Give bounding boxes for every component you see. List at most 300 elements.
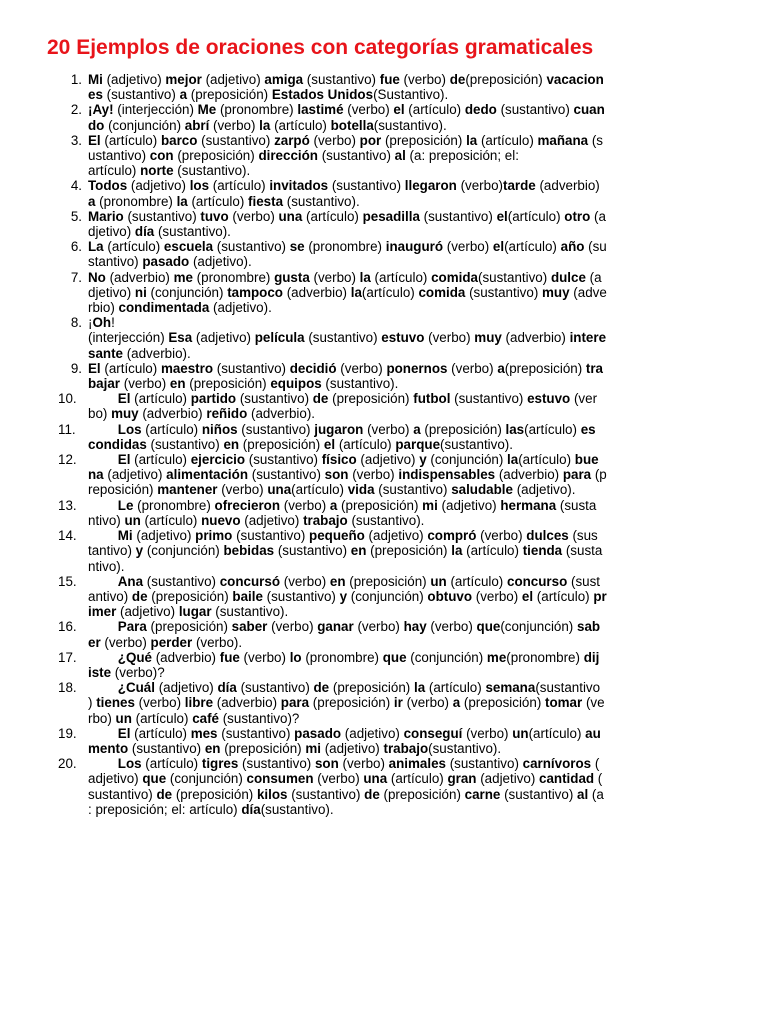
- word: zarpó: [274, 132, 310, 148]
- category-label: (preposición): [420, 421, 506, 437]
- category-label: (sustantivo): [146, 436, 224, 452]
- sentence-item: [0, 209, 720, 239]
- category-label: (adjetivo): [240, 512, 304, 528]
- word: dirección: [258, 148, 318, 164]
- category-label: (adjetivo): [341, 725, 404, 741]
- sentence-number: 4.: [70, 178, 82, 194]
- word: un: [115, 710, 132, 726]
- word: tienes: [96, 695, 135, 711]
- sentence-item: [0, 133, 720, 179]
- word: al: [394, 148, 406, 164]
- sentence-item: [0, 270, 720, 316]
- category-label: (sustantivo): [236, 680, 314, 696]
- category-label: (interjección): [113, 102, 198, 118]
- word: café: [192, 710, 219, 726]
- category-label: (artículo): [446, 573, 507, 589]
- word: au: [585, 725, 601, 741]
- category-label: (verbo): [209, 117, 260, 133]
- word: ¿Qué: [117, 649, 152, 665]
- word: saludable: [451, 482, 513, 498]
- word: Mario: [88, 208, 124, 224]
- sentence-item: [0, 239, 720, 269]
- category-label: (s: [588, 132, 603, 148]
- sentence-list: [0, 72, 768, 817]
- word: er: [88, 634, 101, 650]
- category-label: (verbo): [399, 72, 450, 87]
- word: en: [204, 740, 221, 756]
- category-label: (sustantivo): [262, 588, 340, 604]
- word: barco: [160, 132, 198, 148]
- category-label: (verbo): [309, 269, 360, 285]
- sentence-number: 5.: [70, 208, 82, 224]
- category-label: (artículo): [291, 482, 348, 498]
- category-label: adjetivo): [88, 771, 143, 787]
- word: Los: [117, 421, 142, 437]
- category-label: (pronombre): [192, 269, 275, 285]
- word: se: [289, 239, 305, 255]
- sentence-number: 13.: [58, 497, 77, 513]
- category-label: (artículo): [100, 132, 161, 148]
- category-label: (sustantivo).: [283, 193, 360, 209]
- word: el: [393, 102, 405, 118]
- word: El: [117, 452, 131, 468]
- category-label: (artículo): [504, 239, 561, 255]
- category-label: (sustantivo)?: [219, 710, 300, 726]
- word: gusta: [274, 269, 310, 285]
- category-label: (sustantivo): [102, 87, 180, 103]
- category-label: (artículo): [528, 725, 586, 741]
- category-label: [88, 452, 118, 467]
- word: por: [359, 132, 382, 148]
- word: ni: [134, 284, 147, 300]
- category-label: (verbo): [120, 376, 170, 392]
- category-label: (adjetivo): [102, 72, 166, 87]
- category-label: (verbo): [309, 132, 360, 148]
- word: invitados: [269, 178, 329, 194]
- word: niños: [201, 421, 238, 437]
- word: pasado: [142, 254, 190, 270]
- category-label: (artículo): [187, 193, 249, 209]
- word: tarde: [503, 178, 536, 194]
- word: equipos: [270, 376, 322, 392]
- word: son: [314, 756, 339, 772]
- category-label: (sus: [568, 528, 598, 544]
- word: indispensables: [398, 467, 496, 483]
- word: un: [512, 725, 529, 741]
- category-label: [88, 422, 118, 437]
- word: carnívoros: [522, 756, 592, 772]
- word: sante: [88, 345, 123, 361]
- category-label: (preposición): [220, 740, 306, 756]
- sentence-number: 12.: [58, 452, 77, 468]
- category-label: [88, 528, 118, 543]
- word: que: [476, 619, 501, 635]
- word: día: [217, 680, 237, 696]
- word: conseguí: [403, 725, 463, 741]
- category-label: (verbo): [456, 178, 503, 194]
- category-label: (preposición): [239, 436, 324, 452]
- word: ir: [393, 695, 403, 711]
- word: ejercicio: [190, 452, 246, 468]
- category-label: (verbo): [336, 360, 387, 376]
- category-label: (pronombre): [506, 649, 584, 665]
- word: mento: [88, 740, 129, 756]
- category-label: (sustantivo): [496, 102, 574, 118]
- category-label: (sustantivo): [478, 269, 551, 285]
- category-label: (sustantivo): [304, 330, 382, 346]
- category-label: (sustantivo).: [260, 801, 334, 817]
- category-label: (sustantivo): [450, 391, 528, 407]
- word: los: [189, 178, 210, 194]
- word: el: [496, 208, 508, 224]
- category-label: (preposición): [504, 360, 586, 376]
- category-label: reposición): [88, 482, 158, 498]
- word: el: [521, 588, 534, 604]
- sentence-number: 16.: [58, 619, 77, 635]
- word: vacacion: [546, 72, 604, 87]
- sentence-item: [0, 574, 720, 620]
- category-label: (verbo).: [192, 634, 243, 650]
- word: Mi: [88, 72, 103, 87]
- category-label: (adverbio): [283, 284, 351, 300]
- category-label: (ver: [570, 391, 598, 407]
- category-label: (conjunción): [146, 284, 228, 300]
- word: bue: [574, 452, 599, 468]
- word: Me: [197, 102, 217, 118]
- category-label: (sustantivo): [328, 178, 405, 194]
- sentence-number: 11.: [58, 421, 76, 437]
- category-label: (artículo): [130, 725, 191, 741]
- word: Para: [117, 619, 147, 635]
- category-label: (ve: [582, 695, 605, 711]
- category-label: (verbo): [402, 695, 453, 711]
- word: primo: [195, 528, 233, 544]
- category-label: (artículo): [518, 452, 575, 468]
- word: a: [179, 87, 188, 103]
- category-label: (verbo): [217, 482, 268, 498]
- word: que: [382, 649, 407, 665]
- word: son: [324, 467, 349, 483]
- category-label: (sustantivo: [535, 680, 601, 696]
- word: condimentada: [118, 300, 210, 316]
- category-label: !: [111, 315, 115, 331]
- word: de: [156, 786, 173, 802]
- word: a: [452, 695, 461, 711]
- word: hermana: [500, 497, 557, 513]
- category-label: rbio): [88, 300, 119, 316]
- sentence-item: [0, 391, 720, 421]
- category-label: (sustantivo): [374, 482, 452, 498]
- sentence-number: 10.: [58, 391, 77, 407]
- word: inauguró: [385, 239, 444, 255]
- category-label: (artículo): [404, 102, 465, 118]
- word: tuvo: [200, 208, 229, 224]
- sentence-item: [0, 756, 720, 817]
- word: compró: [427, 528, 477, 544]
- category-label: sustantivo): [88, 786, 157, 802]
- category-label: (verbo): [228, 208, 279, 224]
- category-label: [88, 391, 118, 406]
- word: la: [451, 543, 463, 559]
- category-label: (adjetivo): [127, 178, 190, 194]
- category-label: (verbo): [443, 239, 493, 255]
- word: pequeño: [309, 528, 365, 544]
- word: mi: [422, 497, 438, 513]
- category-label: (preposición): [172, 786, 257, 802]
- category-label: (verbo): [462, 725, 513, 741]
- category-label: (adjetivo): [116, 604, 179, 620]
- word: trabajo: [383, 740, 429, 756]
- word: con: [149, 148, 174, 164]
- category-label: ntivo): [88, 512, 125, 528]
- category-label: (adjetivo): [192, 330, 255, 346]
- sentence-item: [0, 102, 720, 132]
- category-label: (adverbio): [501, 330, 570, 346]
- category-label: (artículo): [462, 543, 523, 559]
- category-label: (preposición): [173, 148, 259, 164]
- category-label: stantivo): [88, 254, 143, 270]
- word: tomar: [545, 695, 583, 711]
- word: muy: [111, 406, 139, 422]
- word: Mi: [117, 528, 133, 544]
- category-label: (conjunción): [347, 588, 428, 604]
- category-label: (preposición): [147, 588, 233, 604]
- category-label: (adjetivo).: [209, 300, 272, 316]
- word: libre: [184, 695, 214, 711]
- word: vida: [347, 482, 375, 498]
- sentence-number: 3.: [70, 132, 82, 148]
- word: la: [466, 132, 478, 148]
- category-label: (interjección): [88, 330, 169, 346]
- category-label: (adve: [569, 284, 607, 300]
- word: norte: [140, 163, 174, 179]
- word: na: [88, 467, 104, 483]
- category-label: tantivo): [88, 543, 136, 559]
- word: Ana: [117, 573, 144, 589]
- category-label: rbo): [88, 710, 116, 726]
- word: para: [280, 695, 310, 711]
- category-label: (preposición): [146, 619, 232, 635]
- word: en: [223, 436, 240, 452]
- sentence-item: [0, 619, 720, 649]
- category-label: (verbo): [348, 467, 399, 483]
- word: de: [131, 588, 148, 604]
- category-label: (sustantivo).: [373, 117, 447, 133]
- sentence-number: 8.: [70, 315, 82, 331]
- word: ponernos: [386, 360, 448, 376]
- category-label: (pronombre): [301, 649, 383, 665]
- category-label: (sustantivo): [213, 360, 290, 376]
- word: ¡Ay!: [88, 102, 114, 118]
- word: Los: [117, 756, 142, 772]
- category-label: (artículo): [533, 588, 594, 604]
- category-label: (verbo): [280, 497, 330, 513]
- category-label: (verbo): [134, 695, 185, 711]
- category-label: [88, 619, 118, 634]
- word: saber: [231, 619, 268, 635]
- category-label: (a: preposición; el:: [405, 148, 519, 164]
- category-label: (sustantivo): [143, 573, 220, 589]
- sentence-number: 15.: [58, 573, 77, 589]
- word: tigres: [201, 756, 239, 772]
- category-label: (artículo): [270, 117, 331, 133]
- sentence-item: [0, 650, 720, 680]
- category-label: (adjetivo): [103, 467, 167, 483]
- category-label: (sustantivo): [303, 72, 380, 87]
- word: fiesta: [248, 193, 284, 209]
- word: concursó: [219, 573, 281, 589]
- word: obtuvo: [427, 588, 473, 604]
- category-label: (sustantivo): [213, 239, 290, 255]
- word: do: [88, 117, 105, 133]
- word: Le: [117, 497, 134, 513]
- category-label: (adjetivo): [437, 497, 501, 513]
- word: dedo: [464, 102, 497, 118]
- category-label: (verbo): [426, 619, 477, 635]
- word: y: [339, 588, 348, 604]
- category-label: (sustantivo): [128, 740, 205, 756]
- category-label: (verbo): [343, 102, 394, 118]
- word: reñido: [206, 406, 248, 422]
- category-label: (pronombre): [133, 497, 215, 513]
- category-label: (preposición): [328, 391, 414, 407]
- category-label: (verbo): [363, 421, 414, 437]
- word: a: [329, 497, 338, 513]
- word: ganar: [317, 619, 354, 635]
- word: lugar: [178, 604, 212, 620]
- category-label: (verbo): [353, 619, 404, 635]
- category-label: (artículo): [507, 208, 565, 224]
- word: amiga: [264, 72, 304, 87]
- category-label: [88, 756, 118, 771]
- word: El: [117, 725, 131, 741]
- category-label: (adverbio): [138, 406, 207, 422]
- word: las: [505, 421, 525, 437]
- category-label: (adjetivo): [154, 680, 218, 696]
- word: físico: [321, 452, 357, 468]
- category-label: (sust: [567, 573, 601, 589]
- word: a: [88, 193, 96, 209]
- word: de: [313, 680, 330, 696]
- word: dulce: [550, 269, 586, 285]
- category-label: (adverbio): [213, 695, 281, 711]
- word: mañana: [537, 132, 589, 148]
- word: tra: [585, 360, 604, 376]
- word: El: [88, 360, 101, 376]
- word: comida: [431, 269, 478, 285]
- sentence-number: 6.: [70, 239, 82, 255]
- category-label: (verbo): [239, 649, 290, 665]
- category-label: (adverbio): [152, 649, 220, 665]
- word: decidió: [289, 360, 337, 376]
- word: kilos: [256, 786, 288, 802]
- word: una: [278, 208, 303, 224]
- word: estuvo: [527, 391, 571, 407]
- sentence-item: [0, 178, 720, 208]
- category-label: ¡: [88, 315, 93, 331]
- word: día: [241, 801, 261, 817]
- category-label: (verbo): [338, 756, 389, 772]
- word: el: [323, 436, 336, 452]
- category-label: (verbo): [100, 634, 151, 650]
- category-label: (verbo): [424, 330, 475, 346]
- category-label: (artículo): [130, 391, 191, 407]
- category-label: (sustantivo): [236, 391, 313, 407]
- word: ¿Cuál: [117, 680, 155, 696]
- category-label: ustantivo): [88, 148, 150, 164]
- category-label: (sustantivo).: [347, 512, 425, 528]
- category-label: (adjetivo): [132, 528, 196, 544]
- word: me: [486, 649, 507, 665]
- category-label: (artículo): [477, 132, 538, 148]
- word: la: [259, 117, 271, 133]
- word: iste: [88, 664, 112, 680]
- word: El: [88, 132, 101, 148]
- word: un: [124, 512, 141, 528]
- category-label: (conjunción): [500, 619, 577, 635]
- sentence-number: 14.: [58, 528, 77, 544]
- category-label: (adjetivo).: [189, 254, 252, 270]
- word: la: [176, 193, 188, 209]
- category-label: (artículo): [387, 771, 448, 787]
- word: baile: [232, 588, 263, 604]
- category-label: : preposición; el: artículo): [88, 801, 242, 817]
- word: mantener: [157, 482, 218, 498]
- category-label: (conjunción): [143, 543, 224, 559]
- word: hay: [403, 619, 427, 635]
- category-label: (conjunción): [426, 452, 508, 468]
- category-label: (sustantivo): [248, 467, 325, 483]
- sentence-item: [0, 422, 720, 452]
- word: mi: [305, 740, 321, 756]
- word: tienda: [522, 543, 563, 559]
- page-title: 20 Ejemplos de oraciones con categorías gramaticales: [47, 36, 594, 59]
- category-label: (a: [588, 786, 604, 802]
- word: bebidas: [223, 543, 275, 559]
- word: un: [430, 573, 447, 589]
- word: No: [88, 269, 106, 285]
- word: fue: [379, 72, 400, 87]
- category-label: (preposición): [337, 497, 423, 513]
- category-label: artículo): [88, 163, 141, 179]
- category-label: (pronombre): [304, 239, 386, 255]
- category-label: (adverbio).: [122, 345, 191, 361]
- category-label: (conjunción): [104, 117, 185, 133]
- category-label: (sustantivo).: [173, 163, 251, 179]
- category-label: (adjetivo).: [512, 482, 576, 498]
- word: cuan: [573, 102, 605, 118]
- word: trabajo: [303, 512, 348, 528]
- category-label: (artículo): [361, 284, 419, 300]
- word: al: [577, 786, 589, 802]
- category-label: (sustantivo): [500, 786, 578, 802]
- category-label: (artículo): [209, 178, 270, 194]
- word: lo: [289, 649, 302, 665]
- category-label: (artículo): [141, 421, 202, 437]
- word: es: [580, 421, 596, 437]
- category-label: (sustantivo): [197, 132, 275, 148]
- word: en: [169, 376, 186, 392]
- category-label: antivo): [88, 588, 132, 604]
- category-label: (adjetivo): [356, 452, 420, 468]
- word: me: [173, 269, 193, 285]
- word: mejor: [165, 72, 202, 87]
- sentence-number: 7.: [70, 269, 82, 285]
- sentence-item: [0, 680, 720, 726]
- word: la: [413, 680, 426, 696]
- category-label: (Sustantivo).: [373, 87, 449, 103]
- category-label: (su: [584, 239, 607, 255]
